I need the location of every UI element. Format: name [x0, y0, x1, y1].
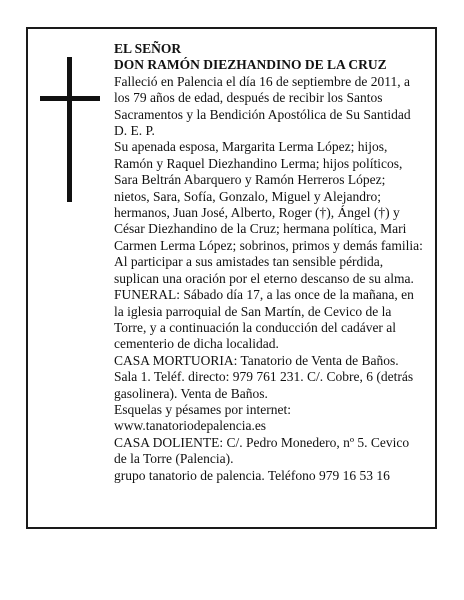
prayer-request: Al participar a sus amistades tan sensible pérdida, suplican una oración por el eterno descanso de su alma. [114, 254, 414, 286]
notice-text [114, 41, 424, 484]
death-announcement: Falleció en Palencia el día 16 de septiembre de 2011, a los 79 años de edad, después de recibir los Santos Sacramentos y la Bendición Apostólica de Su Santidad D. E. P. [114, 73, 411, 139]
cross-vertical-bar [67, 57, 72, 202]
funeral-group-contact: grupo tanatorio de palencia. Teléfono 979 16 53 16 [114, 467, 390, 483]
cross-icon [40, 57, 100, 202]
obituary-notice [26, 27, 437, 529]
notice-title-line-1: EL SEÑOR [114, 41, 182, 56]
deceased-name: DON RAMÓN DIEZHANDINO DE LA CRUZ [114, 57, 387, 73]
funeral-details: FUNERAL: Sábado día 17, a las once de la mañana, en la iglesia parroquial de San Martín, de Cevico de la Torre, y a continuación la conducción del cadáver al cementerio de dicha localidad. [114, 287, 414, 352]
family-home-address: CASA DOLIENTE: C/. Pedro Monedero, nº 5. Cevico de la Torre (Palencia). [114, 434, 410, 467]
online-condolences: Esquelas y pésames por internet: www.tanatoriodepalencia.es [114, 401, 291, 434]
funeral-home-details: CASA MORTUORIA: Tanatorio de Venta de Baños. Sala 1. Teléf. directo: 979 761 231. C/. Cobre, 6 (detrás gasolinera). Venta de Baños. [114, 352, 414, 401]
family-list: Su apenada esposa, Margarita Lerma López; hijos, Ramón y Raquel Diezhandino Lerma; hijos políticos, Sara Beltrán Abarquero y Ramón Herreros López; nietos, Sara, Sofía, Gonzalo, Miguel y Alejandro; hermanos, Juan José, Alberto, Roger (†), Ángel (†) y César Diezhandino de la Cruz; hermana política, Mari Carmen Lerma López; sobrinos, primos y demás familia: [114, 139, 423, 253]
cross-horizontal-bar [40, 96, 100, 101]
